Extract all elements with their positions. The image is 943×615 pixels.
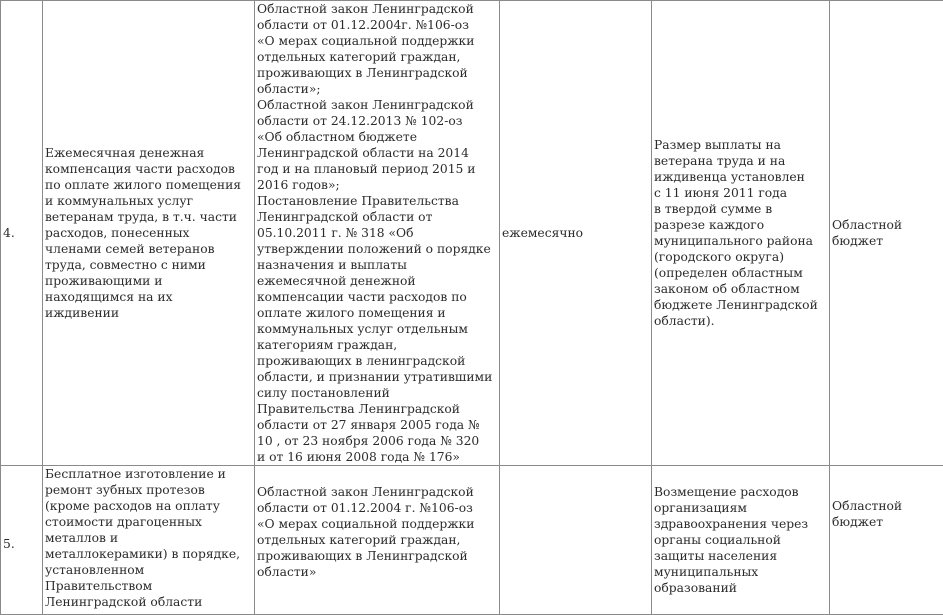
row-number: 4. [1, 1, 43, 466]
funding-source-cell: Областной бюджет [830, 466, 943, 615]
legal-basis-cell: Областной закон Ленинградской области от 01.12.2004 г. №106-оз «О мерах социальной поддержки отдельных категорий граждан, проживающих в Ленинградской области» [255, 466, 500, 615]
table-row [1, 1, 943, 466]
conditions-cell: Размер выплаты на ветерана труда и на иждивенца установлен с 11 июня 2011 года в твердой сумме в разрезе каждого муниципального района (городского округа) (определен областным законом об областном бюджете Ленинградской области). [652, 1, 830, 466]
legal-basis-cell: Областной закон Ленинградской области от 01.12.2004г. №106-оз «О мерах социальной поддержки отдельных категорий граждан, проживающих в Ленинградской области»; Областной закон Ленинградской области от 24.12.2013 № 102-оз «Об областном бюджете Ленинградской области на 2014 год и на плановый период 2015 и 2016 годов»; Постановление Правительства Ленинградской области от 05.10.2011 г. № 318 «Об утверждении положений о порядке назначения и выплаты ежемесячной денежной компенсации части расходов по оплате жилого помещения и коммунальных услуг отдельным категориям граждан, проживающих в ленинградской области, и признании утратившими силу постановлений Правительства Ленинградской области от 27 января 2005 года № 10 , от 23 ноября 2006 года № 320 и от 16 июня 2008 года № 176» [255, 1, 500, 466]
row-number: 5. [1, 466, 43, 615]
funding-source-cell: Областной бюджет [830, 1, 943, 466]
table-row [1, 466, 943, 615]
frequency-cell: ежемесячно [500, 1, 652, 466]
conditions-cell: Возмещение расходов организациям здравоохранения через органы социальной защиты населения муниципальных образований [652, 466, 830, 615]
benefit-name-cell: Ежемесячная денежная компенсация части расходов по оплате жилого помещения и коммунальных услуг ветеранам труда, в т.ч. части расходов, понесенных членами семей ветеранов труда, совместно с ними проживающими и находящимся на их иждивении [43, 1, 255, 466]
benefit-name-cell: Бесплатное изготовление и ремонт зубных протезов (кроме расходов на оплату стоимости драгоценных металлов и металлокерамики) в порядке, установленном Правительством Ленинградской области [43, 466, 255, 615]
frequency-cell [500, 466, 652, 615]
